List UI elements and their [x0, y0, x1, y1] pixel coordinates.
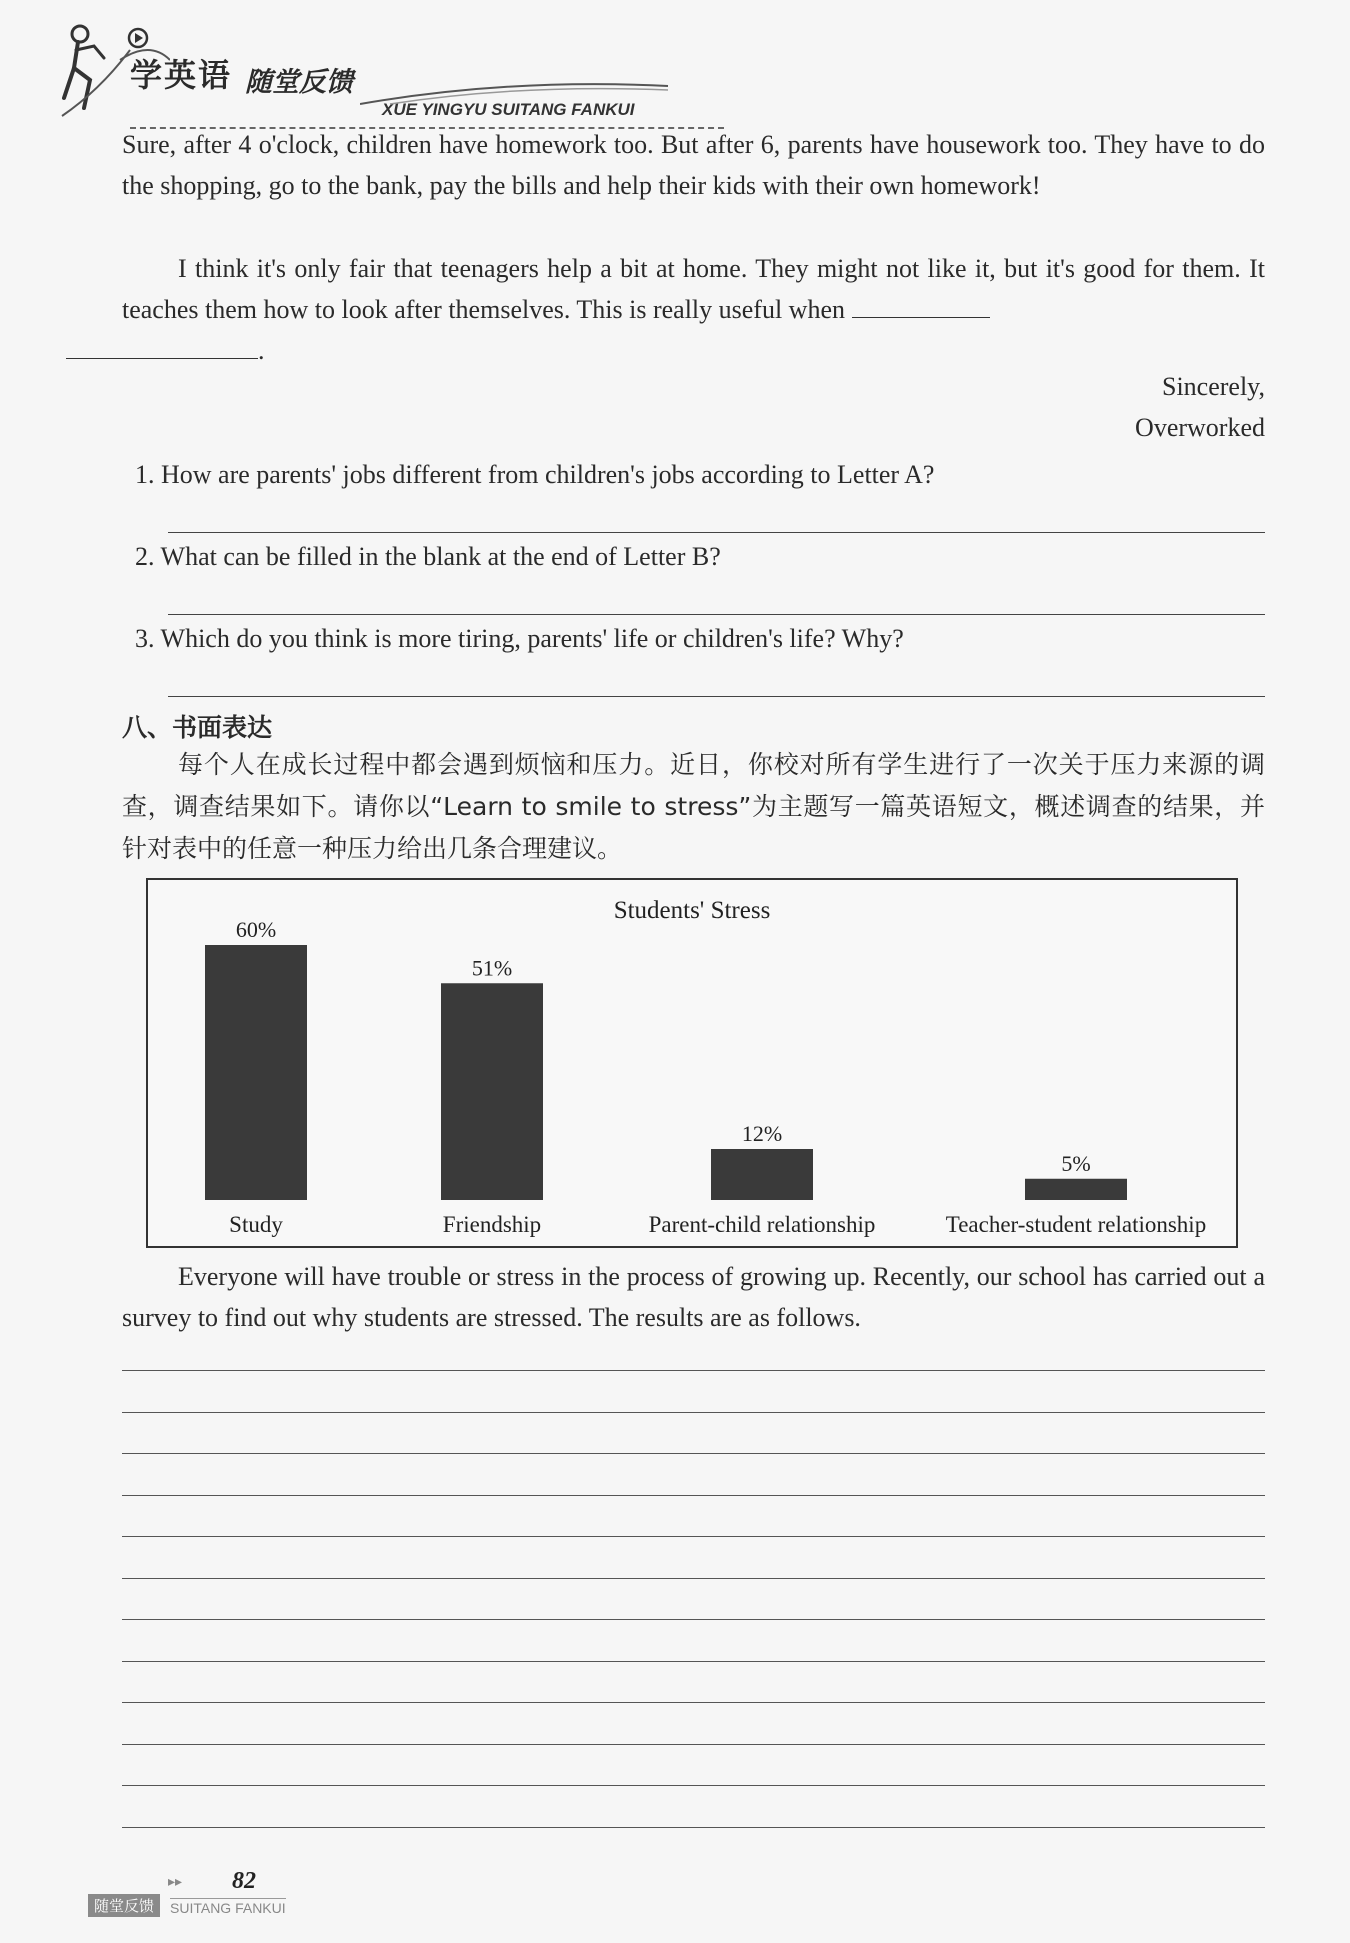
category-label: Study	[229, 1212, 283, 1237]
answer-line-3[interactable]	[168, 696, 1265, 697]
category-label: Friendship	[442, 1212, 542, 1237]
bar-value-label: 51%	[471, 955, 513, 981]
essay-opening: Everyone will have trouble or stress in the process of growing up. Recently, our school has carried out a survey to find out why students are stressed. The results are as follows.	[122, 1262, 1265, 1332]
bar-teacher-student-relationship	[1025, 1179, 1127, 1200]
letter-paragraph-2-text: I think it's only fair that teenagers help a bit at home. They might not like it, but it's good for them. It teaches them how to look after themselves. This is really useful when	[122, 254, 1265, 324]
section-instructions: 每个人在成长过程中都会遇到烦恼和压力。近日，你校对所有学生进行了一次关于压力来源的调查，调查结果如下。请你以“Learn to smile to stress”为主题写一篇英语短文，概述调查的结果，并针对表中的任意一种压力给出几条合理建议。	[122, 750, 1265, 863]
writing-line[interactable]	[122, 1453, 1265, 1454]
letter-closing: Sincerely,	[1162, 372, 1265, 401]
header-title: 学英语	[130, 56, 233, 94]
bar-value-label: 12%	[741, 1121, 783, 1146]
question-3	[135, 624, 904, 654]
writing-line[interactable]	[122, 1536, 1265, 1537]
letter-signature: Overworked	[1135, 413, 1265, 442]
writing-line[interactable]	[122, 1412, 1265, 1413]
header-swoosh-icon	[360, 78, 670, 108]
footer-label-cn: 随堂反馈	[88, 1894, 160, 1917]
page-header	[60, 20, 670, 120]
writing-line[interactable]	[122, 1827, 1265, 1828]
question-3-text: Which do you think is more tiring, parents' life or children's life? Why?	[160, 624, 904, 653]
question-2-number: 2.	[135, 542, 155, 571]
writing-line[interactable]	[122, 1661, 1265, 1662]
question-1-text: How are parents' jobs different from children's jobs according to Letter A?	[161, 460, 935, 489]
bar-value-label: 5%	[1061, 1150, 1091, 1176]
page-number: 82	[232, 1868, 256, 1894]
letter-paragraph-2	[122, 248, 1265, 371]
writing-line[interactable]	[122, 1744, 1265, 1745]
answer-line-1[interactable]	[168, 532, 1265, 533]
bar-parent-child-relationship	[711, 1149, 813, 1200]
section-title: 八、书面表达	[122, 713, 273, 742]
answer-line-2[interactable]	[168, 614, 1265, 615]
question-1-number: 1.	[135, 460, 155, 489]
bar-friendship	[441, 983, 543, 1200]
writing-line[interactable]	[122, 1370, 1265, 1371]
writing-line[interactable]	[122, 1495, 1265, 1496]
letter-paragraph-2-end: .	[258, 336, 265, 365]
bar-study	[205, 945, 307, 1200]
category-label: Teacher-student relationship	[945, 1212, 1207, 1237]
header-subtitle: 随堂反馈	[245, 67, 353, 98]
stress-bar-chart	[146, 878, 1238, 1248]
question-3-number: 3.	[135, 624, 155, 653]
chart-marks	[205, 917, 1206, 1237]
question-2	[135, 542, 721, 572]
writing-line[interactable]	[122, 1578, 1265, 1579]
chart-svg	[148, 880, 1236, 1246]
footer-label-pinyin: SUITANG FANKUI	[170, 1900, 286, 1916]
category-label: Parent-child relationship	[648, 1212, 876, 1237]
header-pinyin: XUE YINGYU SUITANG FANKUI	[382, 100, 635, 119]
letter-paragraph-1: Sure, after 4 o'clock, children have homework too. But after 6, parents have housework too. They have to do the shopping, go to the bank, pay the bills and help their kids with their own homework!	[122, 130, 1265, 200]
fill-blank-line[interactable]	[852, 295, 990, 318]
page-arrows-icon: ▸▸	[168, 1874, 183, 1890]
chart-title: Students' Stress	[613, 897, 771, 924]
fill-blank-line-cont[interactable]	[66, 336, 258, 359]
writing-line[interactable]	[122, 1702, 1265, 1703]
question-2-text: What can be filled in the blank at the end of Letter B?	[160, 542, 721, 571]
writing-line[interactable]	[122, 1619, 1265, 1620]
question-1	[135, 460, 934, 490]
writing-line[interactable]	[122, 1785, 1265, 1786]
bar-value-label: 60%	[235, 917, 277, 942]
